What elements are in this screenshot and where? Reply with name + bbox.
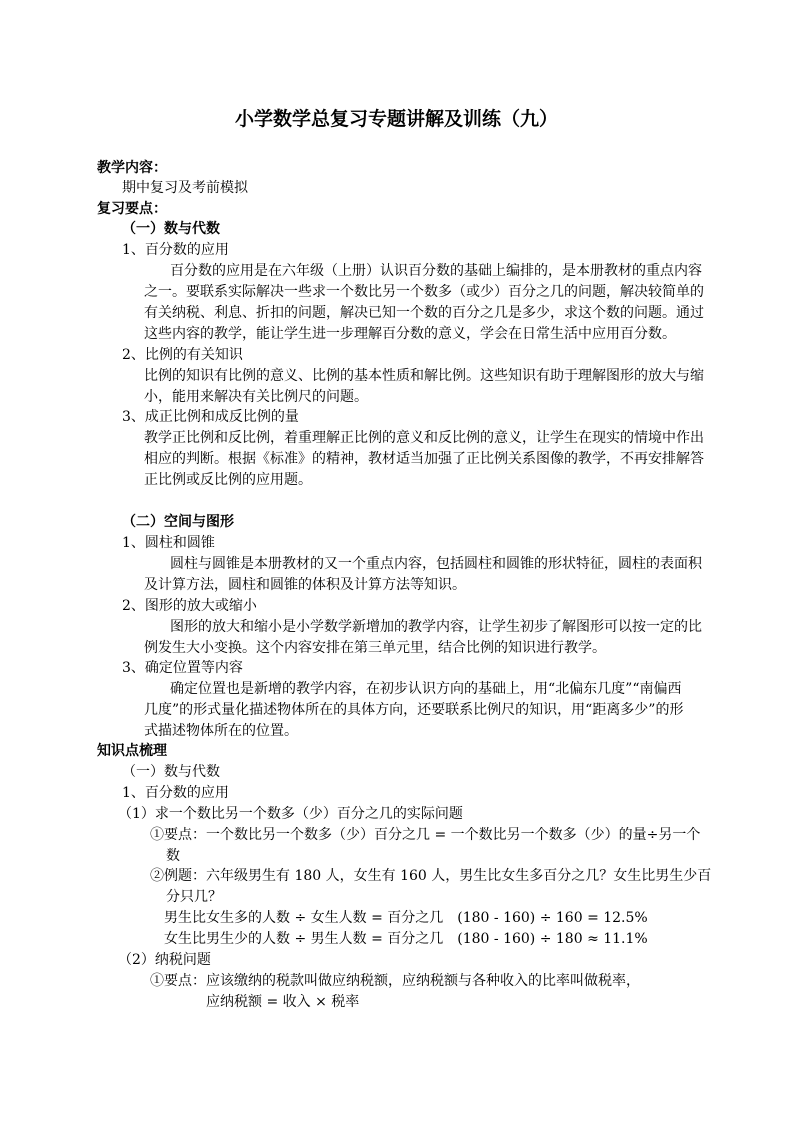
item-label: 2、图形的放大或缩小 [122,598,257,614]
item-label: 1、百分数的应用 [122,242,229,258]
paragraph-line: 相应的判断。根据《标准》的精神，教材适当加强了正比例关系图像的教学，不再安排解答 [144,451,704,467]
item-label: 2、比例的有关知识 [122,347,243,363]
paragraph-line: 式描述物体所在的位置。 [144,723,298,739]
paragraph-line: 之一。要联系实际解决一些求一个数比另一个数多（或少）百分之几的问题，解决较简单的 [144,284,704,300]
sub-item-label: （2）纳税问题 [118,952,211,968]
formula-line: 应纳税额 = 收入 × 税率 [206,994,360,1010]
example-line: ②例题：六年级男生有 180 人，女生有 160 人，男生比女生多百分之几？女生比男生少百 [150,868,712,884]
sub-item-label: （1）求一个数比另一个数多（少）百分之几的实际问题 [118,806,463,822]
paragraph-line: 及计算方法，圆柱和圆锥的体积及计算方法等知识。 [144,577,466,593]
page-title: 小学数学总复习专题讲解及训练（九） [234,108,558,130]
paragraph-line: 例发生大小变换。这个内容安排在第三单元里，结合比例的知识进行教学。 [144,640,606,656]
knowledge-heading: 知识点梳理 [97,743,167,759]
key-point-line: 数 [166,848,180,864]
review-points-heading: 复习要点： [97,201,167,217]
item-label: 1、圆柱和圆锥 [122,535,215,551]
formula-words: 男生比女生多的人数 ÷ 女生人数 = 百分之几 [164,910,444,926]
paragraph-line: 有关纳税、利息、折扣的问题，解决已知一个数的百分之几是多少，求这个数的问题。通过 [144,305,704,321]
paragraph-line: 圆柱与圆锥是本册教材的又一个重点内容，包括圆柱和圆锥的形状特征，圆柱的表面积 [170,556,702,572]
teaching-content-text: 期中复习及考前模拟 [122,180,248,196]
section-heading: （二）空间与图形 [122,514,234,530]
formula-calc: (180 - 160) ÷ 180 ≈ 11.1% [457,931,648,947]
formula-calc: (180 - 160) ÷ 160 = 12.5% [457,910,648,926]
paragraph-line: 比例的知识有比例的意义、比例的基本性质和解比例。这些知识有助于理解图形的放大与缩 [144,368,704,384]
paragraph-line: 正比例或反比例的应用题。 [144,472,312,488]
teaching-content-heading: 教学内容： [97,160,167,176]
key-point-line: ①要点：应该缴纳的税款叫做应纳税额，应纳税额与各种收入的比率叫做税率， [150,973,640,989]
paragraph-line: 这些内容的教学，能让学生进一步理解百分数的意义，学会在日常生活中应用百分数。 [144,326,676,342]
formula-words: 女生比男生少的人数 ÷ 男生人数 = 百分之几 [164,931,444,947]
section-heading: （一）数与代数 [122,764,220,780]
item-label: 3、确定位置等内容 [122,660,243,676]
paragraph-line: 图形的放大和缩小是小学数学新增加的教学内容，让学生初步了解图形可以按一定的比 [170,619,702,635]
paragraph-line: 几度”的形式量化描述物体所在的具体方向，还要联系比例尺的知识，用“距离多少”的形 [144,702,684,718]
key-point-line: ①要点：一个数比另一个数多（少）百分之几 = 一个数比另一个数多（少）的量÷另一个 [150,827,701,843]
paragraph-line: 教学正比例和反比例，着重理解正比例的意义和反比例的意义，让学生在现实的情境中作出 [144,430,704,446]
formula-line [164,929,648,949]
example-line: 分只几？ [166,889,222,905]
item-label: 3、成正比例和成反比例的量 [122,409,299,425]
section-heading: （一）数与代数 [122,221,220,237]
formula-line [164,908,648,928]
paragraph-line: 确定位置也是新增的教学内容，在初步认识方向的基础上，用“北偏东几度”“南偏西 [170,681,682,697]
item-label: 1、百分数的应用 [122,785,229,801]
paragraph-line: 小，能用来解决有关比例尺的问题。 [144,389,368,405]
paragraph-line: 百分数的应用是在六年级（上册）认识百分数的基础上编排的，是本册教材的重点内容 [170,263,702,279]
